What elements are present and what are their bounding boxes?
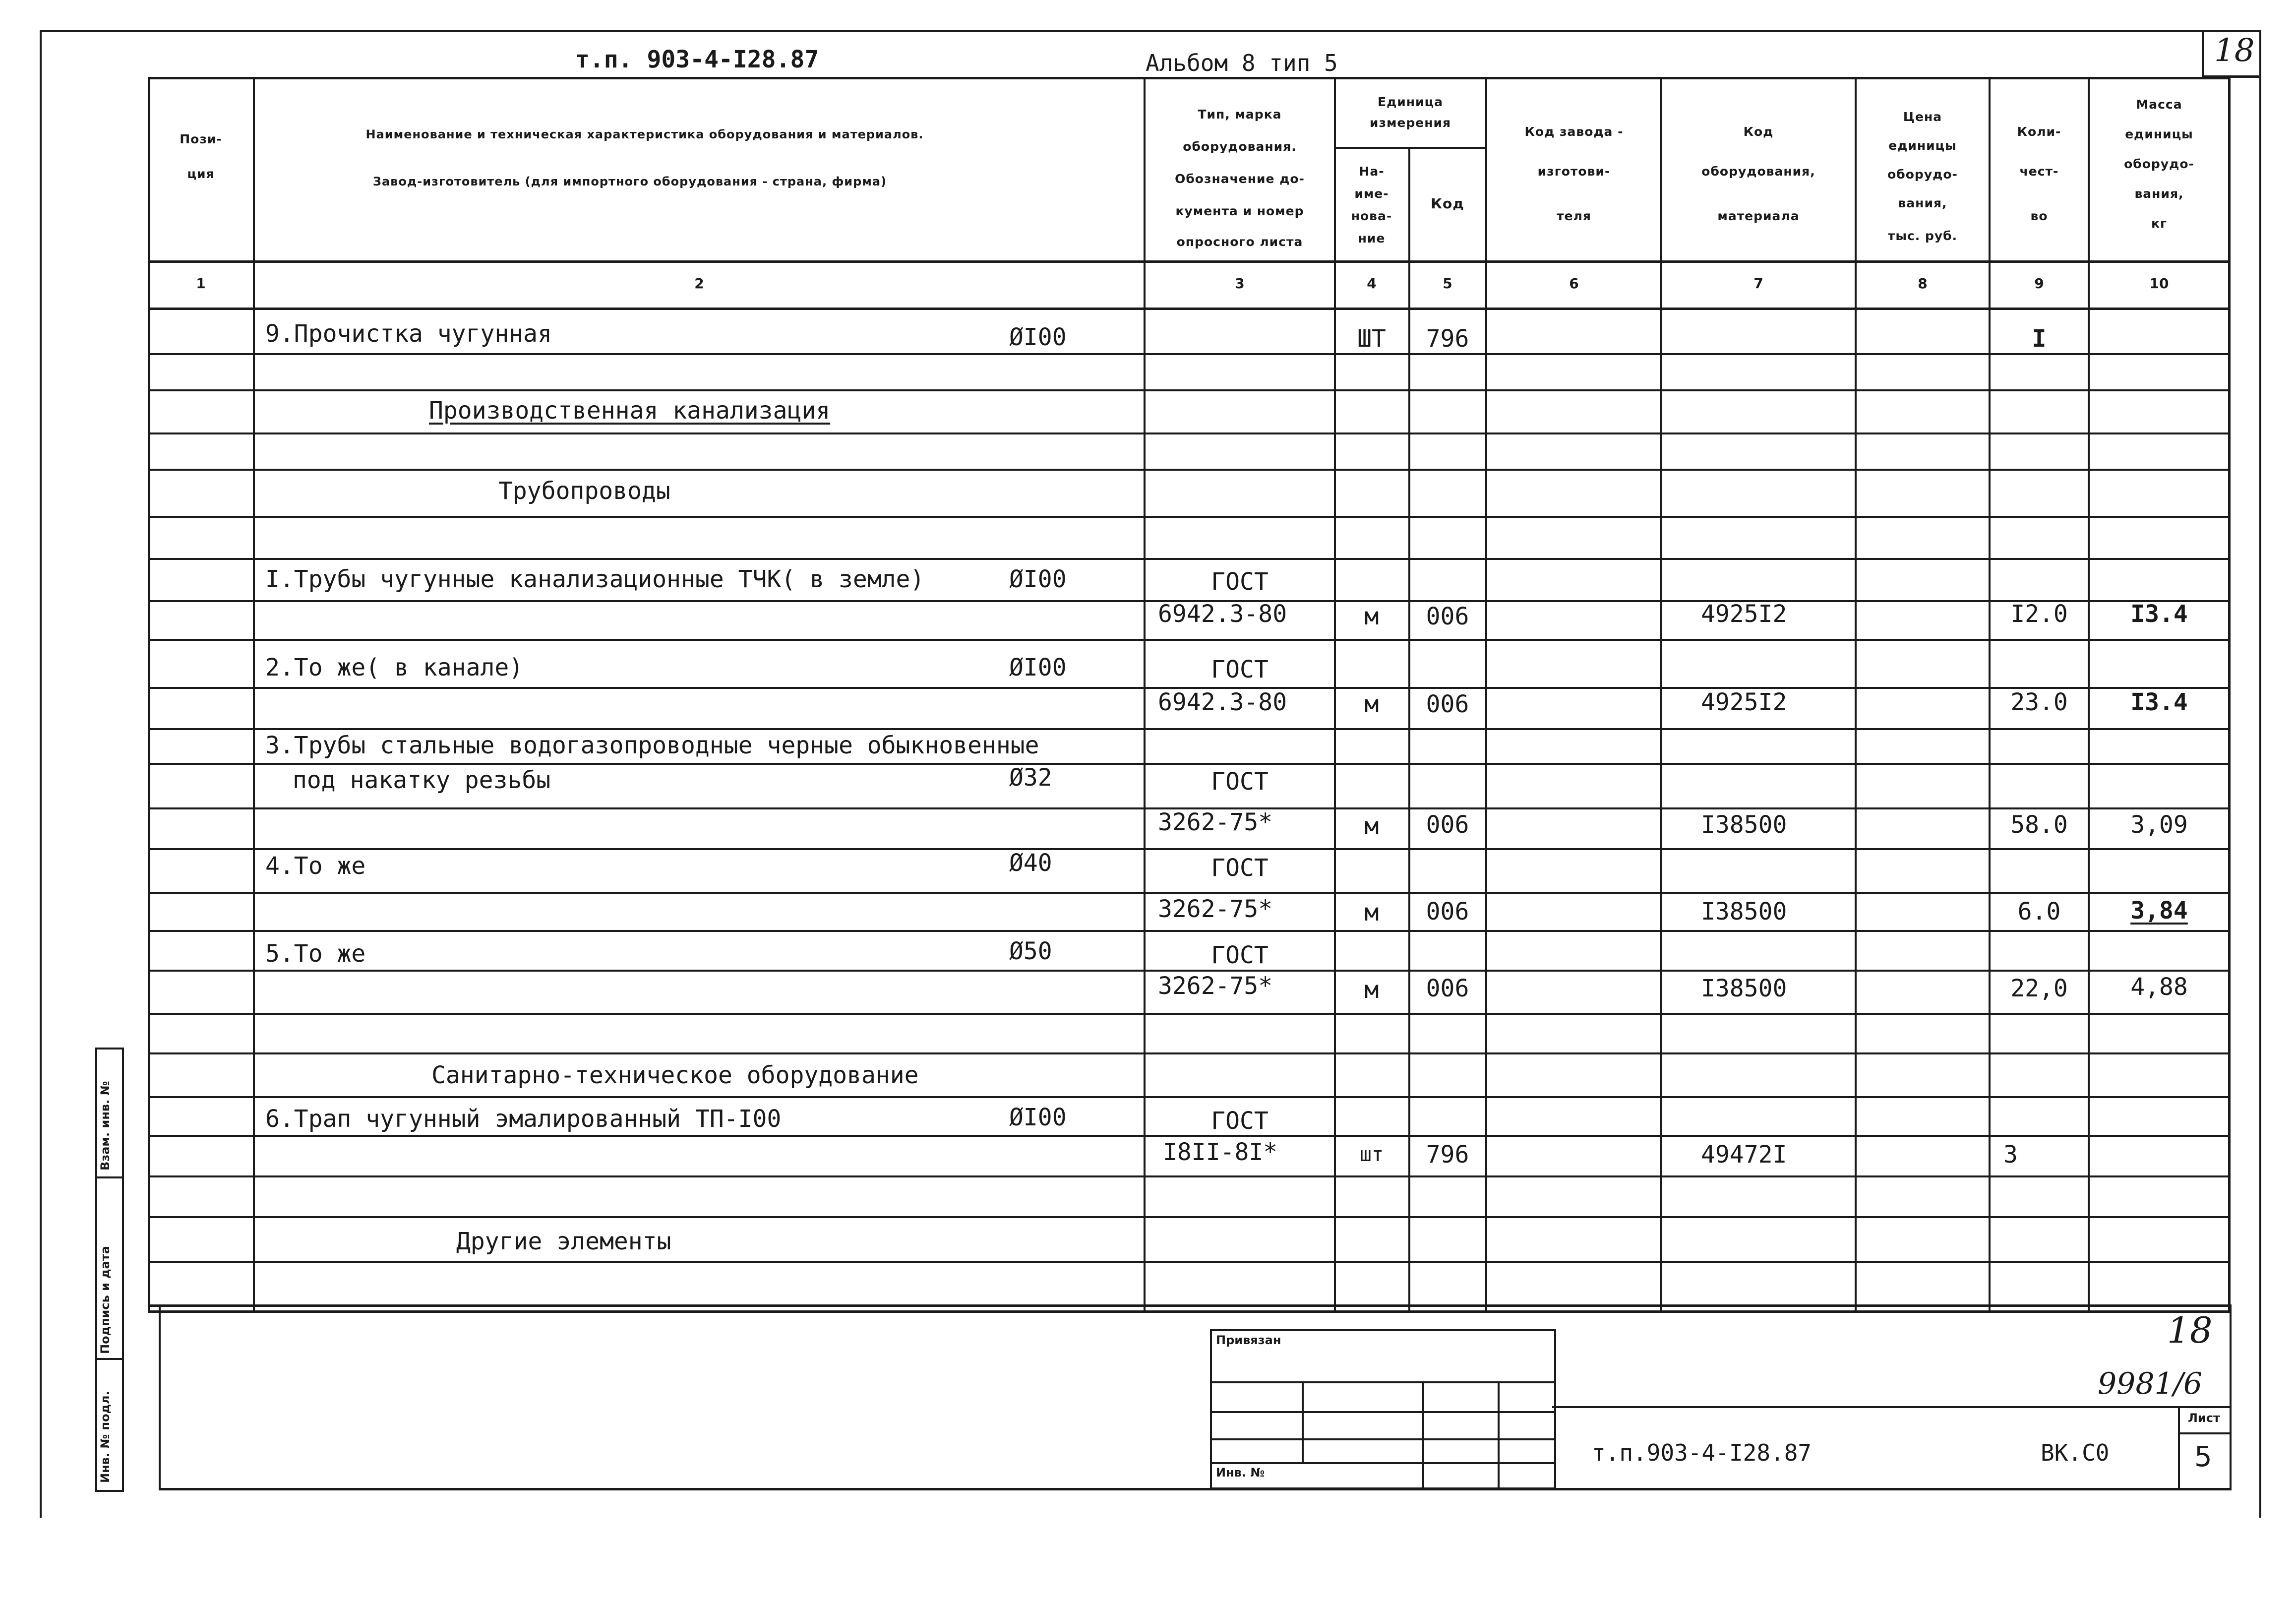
item-4-unit-code: 006 (1426, 898, 1469, 926)
top-sheet-handwritten: 18 (2214, 32, 2255, 69)
item-4-material-code: I38500 (1701, 898, 1787, 926)
item-3-unit-code: 006 (1426, 811, 1469, 839)
row-line (148, 389, 2230, 391)
hdr-mass-3: оборудо- (2124, 157, 2194, 171)
hdr-price-3: оборудо- (1887, 167, 1958, 182)
hdr-factory-3: теля (1557, 209, 1591, 223)
item-6-material-code: 49472I (1701, 1141, 1787, 1169)
hdr-mass-2: единицы (2125, 127, 2193, 141)
row-line (148, 353, 2230, 355)
item-1-std-number: 6942.3-80 (1158, 600, 1287, 628)
hdr-qty-2: чест- (2019, 164, 2059, 179)
sheet-number: 5 (2194, 1441, 2212, 1473)
item-1-diameter: ØI00 (1009, 565, 1067, 593)
stamp-handwritten-18: 18 (2167, 1309, 2213, 1351)
colnum-10: 10 (2149, 275, 2169, 292)
stamp-mark: ВК.С0 (2041, 1439, 2110, 1466)
col-line-7 (1855, 77, 1857, 1312)
bound-label: Привязан (1216, 1333, 1281, 1347)
item-9-qty: I (2032, 325, 2047, 353)
item-1-unit-code: 006 (1426, 603, 1469, 630)
item-2-std-label: ГОСТ (1211, 656, 1269, 683)
hdr-price-1: Цена (1903, 110, 1942, 124)
hdr-type-5: опросного листа (1176, 235, 1303, 249)
item-1-qty: I2.0 (2010, 600, 2068, 628)
hdr-matcode-2: оборудования, (1701, 164, 1815, 179)
side-label-replaced-inv: Взам. инв. № (98, 1081, 112, 1171)
item-3-material-code: I38500 (1701, 811, 1787, 839)
section-production-sewerage: Производственная канализация (429, 397, 831, 425)
item-3-mass: 3,09 (2130, 811, 2188, 839)
bound-stamp-vline (1498, 1381, 1500, 1487)
colnum-8: 8 (1918, 275, 1928, 292)
item-5-diameter: Ø50 (1009, 937, 1052, 965)
item-3-name-line2: под накатку резьбы (293, 766, 551, 794)
bound-stamp-line (1210, 1411, 1554, 1413)
row-line (148, 558, 2230, 560)
bound-stamp-vline (1302, 1381, 1304, 1463)
item-9-diameter: ØI00 (1009, 323, 1067, 351)
colnum-7: 7 (1753, 275, 1763, 292)
item-2-diameter: ØI00 (1009, 654, 1067, 681)
page-top-edge (40, 30, 2261, 32)
hdr-unit-name-1: На- (1359, 164, 1385, 179)
bound-stamp-line (1210, 1462, 1554, 1464)
row-line (148, 1135, 2230, 1137)
hdr-mass-5: кг (2151, 216, 2168, 231)
stamp-handwritten-number: 9981/6 (2098, 1366, 2203, 1401)
hdr-factory-1: Код завода - (1524, 124, 1624, 139)
hdr-mass-4: вания, (2134, 186, 2184, 201)
row-line (148, 728, 2230, 730)
item-9-unit: ШТ (1357, 325, 1386, 353)
row-line (148, 1013, 2230, 1015)
item-5-unit: м (1364, 976, 1379, 1004)
page-right-edge (2259, 30, 2261, 1518)
hdr-factory-2: изготови- (1537, 164, 1611, 179)
item-5-mass: 4,88 (2130, 973, 2188, 1001)
colnum-9: 9 (2034, 275, 2044, 292)
colnum-bottom-line (148, 308, 2230, 310)
bound-stamp-line (1210, 1381, 1554, 1383)
item-3-name-line1: 3.Трубы стальные водогазопроводные черные обыкновенные (265, 732, 1039, 759)
hdr-price-4: вания, (1898, 196, 1947, 210)
row-line (148, 763, 2230, 765)
bottom-frame-line (159, 1488, 2232, 1490)
hdr-type-1: Тип, марка (1198, 107, 1282, 122)
item-3-std-label: ГОСТ (1211, 768, 1269, 796)
item-2-mass: I3.4 (2130, 688, 2188, 716)
item-1-name: I.Трубы чугунные канализационные ТЧК( в земле) (265, 565, 925, 593)
hdr-position-2: ция (187, 167, 215, 181)
item-4-std-label: ГОСТ (1211, 854, 1269, 882)
item-1-material-code: 4925I2 (1701, 600, 1787, 628)
colnum-4: 4 (1367, 275, 1377, 292)
item-2-qty: 23.0 (2010, 688, 2068, 716)
hdr-type-2: оборудования. (1183, 139, 1297, 154)
row-line (148, 469, 2230, 471)
hdr-unit-name-2: име- (1354, 186, 1389, 201)
item-5-name: 5.То же (265, 940, 366, 968)
section-other-elements: Другие элементы (456, 1228, 671, 1255)
hdr-unit-name-4: ние (1358, 231, 1386, 246)
col-line-6 (1660, 77, 1662, 1312)
bound-stamp-line (1210, 1438, 1554, 1440)
item-3-unit: м (1364, 812, 1379, 840)
row-line (148, 516, 2230, 518)
inv-label: Инв. № (1216, 1466, 1265, 1480)
item-2-name: 2.То же( в канале) (265, 654, 524, 681)
colnum-6: 6 (1569, 275, 1579, 292)
bound-stamp-vline (1422, 1381, 1424, 1487)
hdr-name-line1: Наименование и техническая характеристика оборудования и материалов. (365, 127, 924, 141)
item-6-qty: 3 (2003, 1141, 2018, 1169)
item-6-std-label: ГОСТ (1211, 1107, 1269, 1135)
item-3-qty: 58.0 (2010, 811, 2068, 839)
colnum-1: 1 (196, 275, 206, 292)
row-line (148, 432, 2230, 434)
table-body-end-line (148, 1304, 2230, 1307)
item-6-std-number: I8II-8I* (1163, 1138, 1278, 1166)
item-9-name: 9.Прочистка чугунная (265, 320, 552, 348)
item-5-std-label: ГОСТ (1211, 941, 1269, 969)
hdr-price-2: единицы (1888, 138, 1957, 153)
item-5-std-number: 3262-75* (1158, 972, 1273, 1000)
colnum-3: 3 (1235, 275, 1245, 292)
item-4-std-number: 3262-75* (1158, 895, 1273, 923)
hdr-matcode-3: материала (1717, 209, 1800, 223)
item-5-material-code: I38500 (1701, 975, 1787, 1002)
section-pipelines: Трубопроводы (498, 477, 670, 505)
item-2-material-code: 4925I2 (1701, 688, 1787, 716)
item-5-qty: 22,0 (2010, 975, 2068, 1002)
hdr-name-line2: Завод-изготовитель (для импортного оборудования - страна, фирма) (372, 175, 887, 188)
item-3-std-number: 3262-75* (1158, 808, 1273, 836)
hdr-mass-1: Масса (2136, 97, 2182, 112)
row-line (148, 1216, 2230, 1218)
top-doc-code: т.п. 903-4-I28.87 (575, 46, 819, 73)
stamp-doc-code: т.п.903-4-I28.87 (1592, 1439, 1812, 1466)
hdr-type-3: Обозначение до- (1175, 172, 1305, 186)
colnum-5: 5 (1443, 275, 1452, 292)
row-line (148, 892, 2230, 894)
item-9-unit-code: 796 (1426, 325, 1469, 353)
item-4-mass: 3,84 (2130, 897, 2188, 925)
item-4-diameter: Ø40 (1009, 849, 1052, 877)
colnum-2: 2 (694, 275, 704, 292)
row-line (148, 1096, 2230, 1098)
row-line (148, 1261, 2230, 1263)
item-2-unit-code: 006 (1426, 690, 1469, 718)
hdr-position-1: Пози- (180, 132, 222, 146)
item-4-unit: м (1364, 899, 1379, 926)
hdr-unit-group-2: измерения (1369, 116, 1451, 130)
item-5-unit-code: 006 (1426, 975, 1469, 1002)
row-line (148, 848, 2230, 850)
header-bottom-line (148, 260, 2230, 263)
sheet-number-divider (2178, 1432, 2230, 1434)
item-6-unit: шт (1359, 1143, 1384, 1166)
sheet-label: Лист (2188, 1411, 2220, 1425)
item-6-unit-code: 796 (1426, 1141, 1469, 1169)
stamp-title-line (1552, 1406, 2230, 1408)
binding-strip-divider (95, 1358, 123, 1360)
item-6-name: 6.Трап чугунный эмалированный ТП-I00 (265, 1105, 782, 1133)
hdr-matcode-1: Код (1743, 124, 1774, 139)
item-4-name: 4.То же (265, 852, 366, 880)
item-2-std-number: 6942.3-80 (1158, 688, 1287, 716)
row-line (148, 1052, 2230, 1054)
hdr-type-4: кумента и номер (1175, 204, 1304, 218)
row-line (148, 970, 2230, 972)
hdr-qty-3: во (2030, 209, 2048, 223)
row-line (148, 1175, 2230, 1177)
hdr-price-5: тыс. руб. (1887, 229, 1958, 243)
hdr-unit-group-1: Единица (1378, 95, 1443, 109)
item-1-mass: I3.4 (2130, 600, 2188, 628)
col-line-1 (253, 77, 255, 1312)
item-6-diameter: ØI00 (1009, 1104, 1067, 1131)
row-line (148, 930, 2230, 932)
hdr-unit-name-3: нова- (1351, 209, 1392, 223)
binding-strip-divider (95, 1176, 123, 1178)
col-line-5 (1485, 77, 1487, 1312)
section-sanitary-equipment: Санитарно-техническое оборудование (431, 1061, 919, 1089)
item-3-diameter: Ø32 (1009, 764, 1052, 792)
item-1-unit: м (1364, 603, 1379, 630)
side-label-signature-date: Подпись и дата (98, 1246, 112, 1354)
hdr-unit-code: Код (1431, 195, 1464, 212)
top-album: Альбом 8 тип 5 (1146, 50, 1338, 76)
hdr-qty-1: Коли- (2017, 124, 2061, 139)
page-left-edge (40, 30, 42, 1518)
item-1-std-label: ГОСТ (1211, 568, 1269, 596)
side-label-orig-inv: Инв. № подл. (98, 1391, 112, 1483)
item-2-unit: м (1364, 690, 1379, 718)
row-line (148, 639, 2230, 641)
bottom-frame-left (159, 1304, 161, 1490)
item-4-qty: 6.0 (2017, 898, 2061, 926)
